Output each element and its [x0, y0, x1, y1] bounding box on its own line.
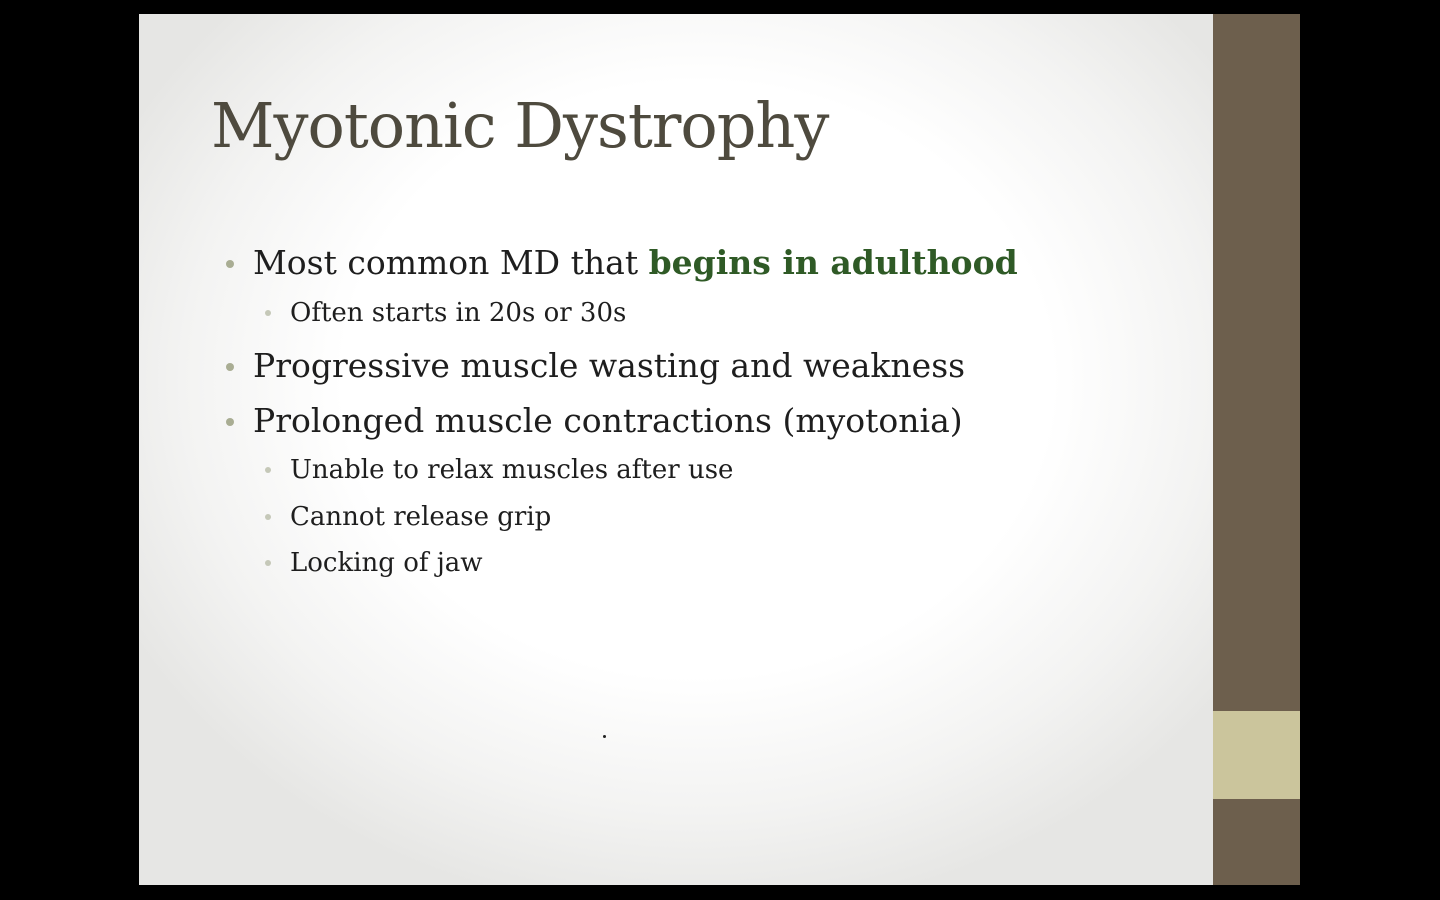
sub-bullet-item [290, 452, 733, 488]
bullet-item [253, 241, 1018, 285]
bullet-dot-icon [226, 363, 234, 371]
bullet-text: Locking of jaw [290, 548, 483, 578]
bullet-dot-icon [226, 260, 234, 268]
sub-bullet-item [290, 545, 483, 581]
sub-bullet-item [290, 295, 626, 331]
bullet-dot-icon [265, 310, 271, 316]
slide-title: Myotonic Dystrophy [211, 89, 829, 162]
bullet-dot-icon [226, 418, 234, 426]
bullet-text: Progressive muscle wasting and weakness [253, 346, 966, 385]
bullet-text: Cannot release grip [290, 502, 552, 532]
presentation-slide [139, 14, 1300, 885]
bullet-dot-icon [265, 467, 271, 473]
sub-bullet-item [290, 499, 551, 535]
bullet-item [253, 399, 963, 443]
bullet-dot-icon [265, 514, 271, 520]
bullet-text: Prolonged muscle contractions (myotonia) [253, 401, 963, 440]
bullet-text: Unable to relax muscles after use [290, 455, 734, 485]
bullet-dot-icon [265, 560, 271, 566]
bullet-item [253, 344, 965, 388]
slide-side-accent [1213, 711, 1300, 799]
bullet-text: Most common MD that [253, 243, 649, 282]
bullet-text: Often starts in 20s or 30s [290, 298, 627, 328]
mouse-pointer-dot-icon [603, 735, 606, 738]
bullet-emphasis-text: begins in adulthood [648, 243, 1018, 282]
